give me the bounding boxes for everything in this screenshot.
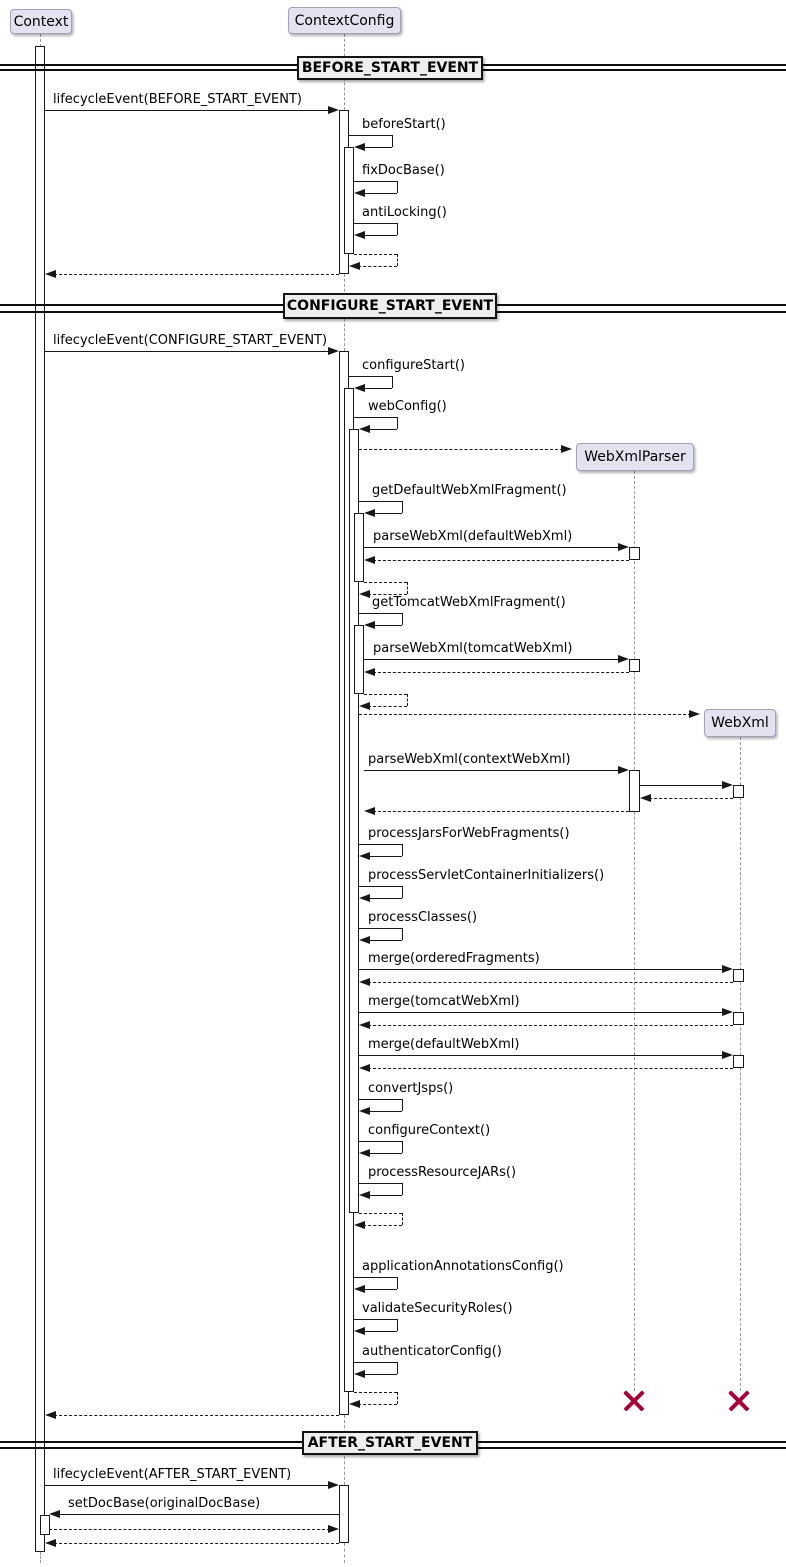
- message-line: [354, 1319, 397, 1320]
- arrowhead-left: [640, 794, 651, 802]
- arrowhead-right: [328, 106, 339, 114]
- message-line: [397, 1362, 398, 1374]
- message-line: [363, 235, 397, 236]
- message-line: [402, 501, 403, 513]
- message-line: [397, 1392, 398, 1404]
- activation-bar: [629, 770, 640, 812]
- message-line: [359, 928, 402, 929]
- message-label: merge(defaultWebXml): [368, 1037, 520, 1052]
- message-line: [402, 928, 403, 940]
- participant-box: WebXml: [704, 709, 776, 737]
- arrowhead-left: [354, 1327, 365, 1335]
- message-label: merge(tomcatWebXml): [368, 994, 520, 1009]
- arrowhead-left: [45, 1539, 56, 1547]
- message-line: [373, 625, 402, 626]
- message-line: [402, 1213, 403, 1225]
- message-line: [402, 1099, 403, 1111]
- arrowhead-left: [354, 189, 365, 197]
- arrowhead-left: [354, 384, 365, 392]
- message-line: [358, 1404, 397, 1405]
- message-line: [640, 785, 724, 786]
- message-line: [358, 266, 397, 267]
- message-line: [368, 1068, 733, 1069]
- message-line: [359, 714, 691, 715]
- arrowhead-right: [689, 710, 700, 718]
- arrowhead-right: [722, 965, 733, 973]
- message-line: [359, 1183, 402, 1184]
- message-line: [363, 1225, 402, 1226]
- arrowhead-left: [359, 1064, 370, 1072]
- message-line: [373, 672, 629, 673]
- message-line: [392, 376, 393, 388]
- arrowhead-left: [359, 936, 370, 944]
- message-label: lifecycleEvent(BEFORE_START_EVENT): [53, 92, 302, 107]
- message-line: [368, 1195, 402, 1196]
- arrowhead-left: [364, 668, 375, 676]
- message-line: [359, 969, 724, 970]
- message-line: [364, 659, 620, 660]
- message-line: [354, 1362, 397, 1363]
- message-line: [363, 1289, 397, 1290]
- arrowhead-left: [359, 1149, 370, 1157]
- message-line: [354, 1277, 397, 1278]
- activation-bar: [344, 147, 354, 254]
- message-label: configureStart(): [362, 358, 465, 373]
- message-line: [373, 560, 629, 561]
- message-line: [359, 613, 402, 614]
- message-line: [397, 223, 398, 235]
- message-line: [363, 1374, 397, 1375]
- message-line: [402, 844, 403, 856]
- participant-box: Context: [10, 9, 72, 34]
- arrowhead-left: [359, 852, 370, 860]
- arrowhead-left: [359, 1191, 370, 1199]
- activation-bar: [733, 969, 744, 982]
- arrowhead-left: [359, 1107, 370, 1115]
- activation-bar: [733, 785, 744, 798]
- message-line: [368, 1111, 402, 1112]
- message-line: [368, 940, 402, 941]
- message-line: [349, 376, 392, 377]
- divider-label: AFTER_START_EVENT: [302, 1431, 478, 1455]
- message-line: [368, 706, 407, 707]
- lifeline: [634, 471, 635, 1391]
- message-line: [402, 613, 403, 625]
- message-label: antiLocking(): [362, 205, 447, 220]
- arrowhead-left: [45, 270, 56, 278]
- message-line: [359, 1012, 724, 1013]
- message-line: [402, 886, 403, 898]
- arrowhead-left: [364, 556, 375, 564]
- arrowhead-left: [349, 1400, 360, 1408]
- participant-box: ContextConfig: [288, 7, 401, 34]
- message-label: validateSecurityRoles(): [362, 1301, 513, 1316]
- message-line: [373, 513, 402, 514]
- arrowhead-left: [354, 1221, 365, 1229]
- message-label: parseWebXml(defaultWebXml): [373, 529, 573, 544]
- message-line: [354, 181, 397, 182]
- arrowhead-left: [364, 807, 375, 815]
- message-line: [354, 223, 397, 224]
- arrowhead-right: [328, 1481, 339, 1489]
- message-line: [58, 1514, 339, 1515]
- arrowhead-left: [364, 509, 375, 517]
- activation-bar: [733, 1012, 744, 1025]
- message-label: webConfig(): [368, 399, 447, 414]
- message-line: [368, 429, 397, 430]
- message-line: [359, 1213, 402, 1214]
- message-line: [402, 1183, 403, 1195]
- divider-label: BEFORE_START_EVENT: [297, 56, 483, 80]
- message-label: processClasses(): [368, 910, 478, 925]
- message-label: parseWebXml(contextWebXml): [368, 752, 571, 767]
- message-line: [368, 1153, 402, 1154]
- message-label: authenticatorConfig(): [362, 1344, 502, 1359]
- arrowhead-left: [349, 262, 360, 270]
- message-label: processResourceJARs(): [368, 1165, 517, 1180]
- message-line: [359, 1141, 402, 1142]
- activation-bar: [733, 1055, 744, 1068]
- message-label: fixDocBase(): [362, 163, 445, 178]
- message-line: [54, 1415, 339, 1416]
- message-line: [45, 1485, 330, 1486]
- message-label: getTomcatWebXmlFragment(): [372, 595, 566, 610]
- message-line: [397, 254, 398, 266]
- message-label: setDocBase(originalDocBase): [68, 1496, 261, 1511]
- message-line: [397, 181, 398, 193]
- message-label: processJarsForWebFragments(): [368, 826, 570, 841]
- message-line: [45, 351, 330, 352]
- activation-bar: [35, 46, 45, 1552]
- message-line: [363, 388, 392, 389]
- message-line: [364, 582, 407, 583]
- message-line: [364, 547, 620, 548]
- arrowhead-right: [618, 766, 629, 774]
- arrowhead-left: [359, 1021, 370, 1029]
- message-label: lifecycleEvent(CONFIGURE_START_EVENT): [53, 333, 328, 348]
- arrowhead-right: [328, 347, 339, 355]
- message-line: [368, 898, 402, 899]
- message-line: [368, 856, 402, 857]
- message-label: getDefaultWebXmlFragment(): [372, 483, 567, 498]
- arrowhead-left: [354, 1370, 365, 1378]
- message-line: [407, 694, 408, 706]
- activation-bar: [354, 513, 364, 582]
- arrowhead-left: [359, 702, 370, 710]
- arrowhead-left: [354, 231, 365, 239]
- message-line: [402, 1141, 403, 1153]
- message-line: [368, 982, 733, 983]
- message-line: [363, 193, 397, 194]
- arrowhead-right: [722, 1051, 733, 1059]
- message-line: [363, 147, 392, 148]
- arrowhead-right: [618, 655, 629, 663]
- activation-bar: [354, 625, 364, 694]
- message-line: [368, 1025, 733, 1026]
- message-label: beforeStart(): [362, 117, 446, 132]
- message-line: [349, 135, 392, 136]
- message-line: [354, 417, 397, 418]
- activation-bar: [339, 1485, 349, 1543]
- lifeline: [344, 1543, 345, 1563]
- message-line: [397, 1277, 398, 1289]
- arrowhead-left: [359, 425, 370, 433]
- message-line: [45, 110, 330, 111]
- arrowhead-right: [328, 1525, 339, 1533]
- message-line: [373, 811, 629, 812]
- message-line: [397, 417, 398, 429]
- message-label: applicationAnnotationsConfig(): [362, 1259, 564, 1274]
- message-line: [649, 798, 733, 799]
- activation-bar: [629, 659, 640, 672]
- message-line: [392, 135, 393, 147]
- message-line: [359, 1099, 402, 1100]
- message-line: [359, 449, 563, 450]
- arrowhead-left: [49, 1510, 60, 1518]
- arrowhead-left: [359, 978, 370, 986]
- message-line: [54, 1543, 339, 1544]
- message-label: lifecycleEvent(AFTER_START_EVENT): [53, 1467, 292, 1482]
- arrowhead-right: [618, 543, 629, 551]
- divider-label: CONFIGURE_START_EVENT: [283, 293, 497, 319]
- message-line: [359, 844, 402, 845]
- message-line: [49, 1529, 330, 1530]
- message-line: [359, 1055, 724, 1056]
- lifeline: [40, 1552, 41, 1563]
- message-label: processServletContainerInitializers(): [368, 868, 605, 883]
- arrowhead-left: [45, 1411, 56, 1419]
- message-label: parseWebXml(tomcatWebXml): [373, 641, 573, 656]
- message-label: merge(orderedFragments): [368, 951, 540, 966]
- arrowhead-left: [359, 894, 370, 902]
- arrowhead-left: [354, 1285, 365, 1293]
- arrowhead-right: [561, 445, 572, 453]
- message-line: [397, 1319, 398, 1331]
- message-line: [407, 582, 408, 594]
- message-line: [54, 274, 339, 275]
- message-label: convertJsps(): [368, 1081, 454, 1096]
- participant-box: WebXmlParser: [576, 443, 694, 471]
- message-line: [364, 770, 620, 771]
- message-line: [359, 501, 402, 502]
- arrowhead-right: [722, 1008, 733, 1016]
- message-line: [354, 254, 397, 255]
- arrowhead-right: [722, 781, 733, 789]
- message-line: [364, 694, 407, 695]
- message-line: [354, 1392, 397, 1393]
- arrowhead-left: [364, 621, 375, 629]
- activation-bar: [629, 547, 640, 560]
- message-line: [359, 886, 402, 887]
- message-label: configureContext(): [368, 1123, 491, 1138]
- message-line: [363, 1331, 397, 1332]
- arrowhead-left: [354, 143, 365, 151]
- arrowhead-left: [359, 590, 370, 598]
